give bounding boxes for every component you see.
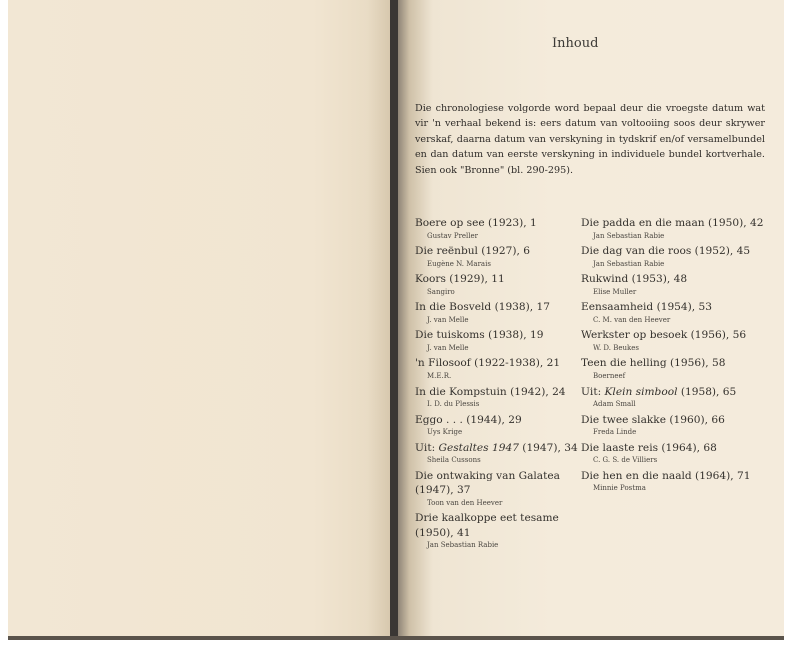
entry-title: Die laaste reis (1964), 68 bbox=[581, 441, 717, 454]
entry-author: Gustav Preller bbox=[427, 231, 479, 240]
entry-author: Minnie Postma bbox=[593, 484, 646, 493]
entry-author: Uys Krige bbox=[427, 428, 463, 437]
entry-title: 'n Filosoof (1922-1938), 21 bbox=[415, 357, 561, 370]
entry-title-prefix: Uit: bbox=[581, 385, 605, 398]
entry-title-prefix: Uit: bbox=[415, 441, 439, 454]
entry-author: C. M. van den Heever bbox=[593, 315, 671, 324]
entry-title: Die dag van die roos (1952), 45 bbox=[581, 245, 751, 258]
contents-entry bbox=[581, 441, 765, 466]
entry-title: Die ontwaking van Galatea (1947), 37 bbox=[415, 469, 560, 497]
entry-title: Die hen en die naald (1964), 71 bbox=[581, 469, 751, 482]
contents-entry bbox=[415, 511, 599, 550]
contents-entry bbox=[581, 385, 765, 410]
contents-entry bbox=[415, 441, 599, 466]
contents-entry bbox=[415, 413, 599, 438]
contents-entry bbox=[415, 272, 599, 297]
contents-entry bbox=[415, 300, 599, 325]
entry-author: Freda Linde bbox=[593, 428, 637, 437]
contents-column-right bbox=[581, 216, 765, 497]
entry-title-italic: Klein simbool bbox=[604, 385, 678, 398]
entry-author: Toon van den Heever bbox=[427, 498, 503, 507]
entry-author: Sheila Cussons bbox=[427, 456, 481, 465]
entry-author: I. D. du Plessis bbox=[427, 400, 480, 409]
entry-author: Jan Sebastian Rabie bbox=[427, 541, 499, 550]
book-bottom-edge bbox=[8, 636, 784, 640]
entry-title: Eggo . . . (1944), 29 bbox=[415, 413, 522, 426]
contents-entry bbox=[415, 356, 599, 381]
entry-author: M.E.R. bbox=[427, 371, 452, 380]
entry-title: In die Kompstuin (1942), 24 bbox=[415, 385, 566, 398]
entry-author: Eugène N. Marais bbox=[427, 259, 491, 268]
entry-author: J. van Melle bbox=[427, 315, 469, 324]
entry-author: Boerneef bbox=[593, 371, 626, 380]
entry-author: J. van Melle bbox=[427, 343, 469, 352]
intro-paragraph: Die chronologiese volgorde word bepaal deur die vroegste datum wat vir 'n verhaal bekend is: eers datum van voltooiing soos deur skrywer verskaf, daarna datum van verskyning in tydskrif en/of versamelbundel en dan datum van eerste verskyning in individuele bundel kortverhale. Sien ook "Bronne" (bl. 290-295). bbox=[415, 103, 765, 176]
entry-author: Adam Small bbox=[593, 400, 636, 409]
entry-author: Elise Muller bbox=[593, 287, 637, 296]
entry-author: C. G. S. de Villiers bbox=[593, 456, 658, 465]
contents-column-left bbox=[415, 216, 599, 554]
contents-entry bbox=[581, 356, 765, 381]
contents-entry bbox=[415, 385, 599, 410]
entry-title: Rukwind (1953), 48 bbox=[581, 273, 688, 286]
entry-title-suffix: (1947), 34 bbox=[518, 441, 578, 454]
contents-entry bbox=[415, 469, 599, 508]
entry-title: Die tuiskoms (1938), 19 bbox=[415, 329, 544, 342]
entry-title: Teen die helling (1956), 58 bbox=[581, 357, 726, 370]
entry-title: In die Bosveld (1938), 17 bbox=[415, 301, 551, 314]
entry-title: Die reënbul (1927), 6 bbox=[415, 245, 531, 258]
entry-title bbox=[415, 441, 599, 456]
entry-title: Werkster op besoek (1956), 56 bbox=[581, 329, 747, 342]
contents-entry bbox=[581, 216, 765, 241]
contents-entry bbox=[581, 469, 765, 494]
entry-author: W. D. Beukes bbox=[593, 343, 640, 352]
contents-entry bbox=[415, 328, 599, 353]
entry-author: Jan Sebastian Rabie bbox=[593, 259, 665, 268]
contents-entry bbox=[581, 328, 765, 353]
contents-entry bbox=[581, 244, 765, 269]
entry-title: Koors (1929), 11 bbox=[415, 273, 505, 286]
entry-title: Boere op see (1923), 1 bbox=[415, 217, 537, 229]
entry-title: Die twee slakke (1960), 66 bbox=[581, 413, 725, 426]
entry-author: Sangiro bbox=[427, 287, 455, 296]
contents-entry bbox=[581, 272, 765, 297]
page-title: Inhoud bbox=[552, 36, 599, 51]
entry-title-italic: Gestaltes 1947 bbox=[438, 441, 519, 454]
entry-title: Eensaamheid (1954), 53 bbox=[581, 301, 713, 314]
entry-title-suffix: (1958), 65 bbox=[677, 385, 737, 398]
contents-entry bbox=[415, 244, 599, 269]
entry-title bbox=[581, 385, 765, 400]
contents-entry bbox=[581, 413, 765, 438]
contents-entry bbox=[415, 216, 599, 241]
left-page-blank bbox=[8, 0, 390, 636]
contents-entry bbox=[581, 300, 765, 325]
entry-author: Jan Sebastian Rabie bbox=[593, 231, 665, 240]
entry-title: Die padda en die maan (1950), 42 bbox=[581, 217, 764, 229]
entry-title: Drie kaalkoppe eet tesame (1950), 41 bbox=[415, 512, 559, 539]
